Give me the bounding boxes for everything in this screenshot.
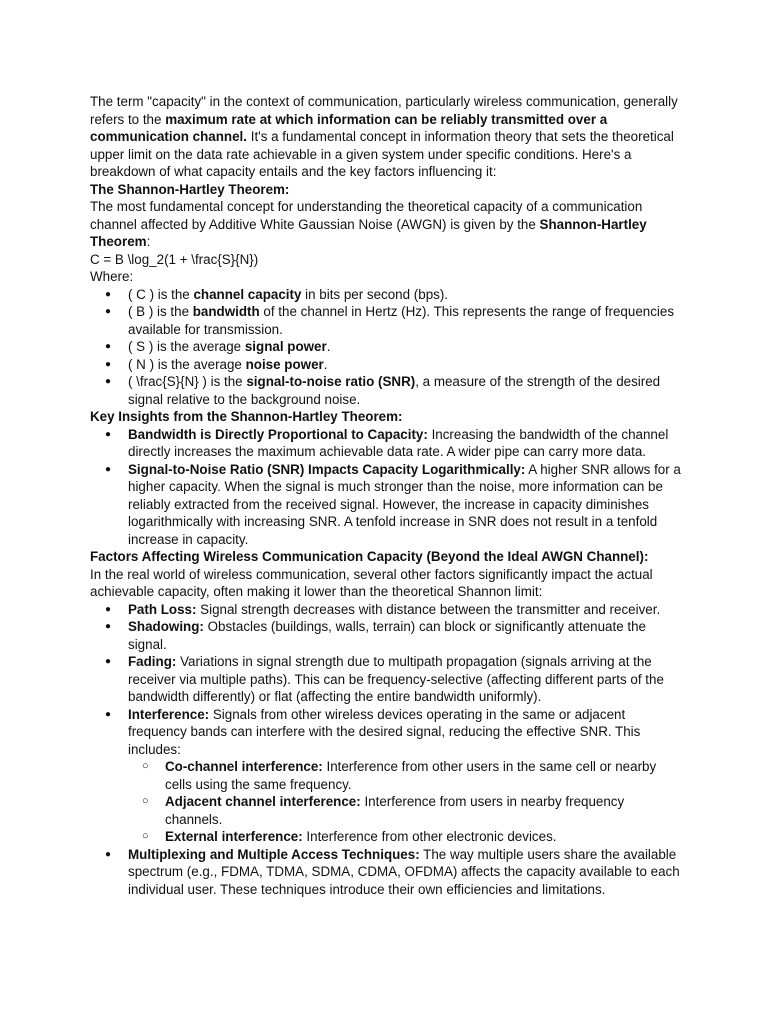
factor-item-text: The way multiple users share the available spectrum (e.g., FDMA, TDMA, SDMA, CDMA, OFDMA) affects the capacity available to each individual user. These techniques introduce their own efficiencies and limitations.: [128, 846, 680, 897]
shannon-heading: [90, 181, 682, 199]
interference-subitem-text: Interference from other users in the same cell or nearby cells using the same frequency.: [165, 759, 657, 792]
factor-item-bold: Shadowing:: [128, 619, 204, 634]
interference-subitem-text: Interference from users in nearby frequency channels.: [165, 794, 625, 827]
insight-item-bold: Bandwidth is Directly Proportional to Capacity:: [128, 426, 428, 442]
shannon-text-end: :: [146, 234, 151, 249]
factor-item-text: Obstacles (buildings, walls, terrain) can block or significantly attenuate the signal.: [128, 619, 646, 652]
shannon-text: The most fundamental concept for understanding the theoretical capacity of a communication channel affected by Additive White Gaussian Noise (AWGN) is given by the: [90, 199, 643, 232]
variable-item-bold: signal power: [244, 339, 327, 354]
intro-bold-text: maximum rate at which information can be reliably transmitted over a communication channel.: [90, 111, 608, 144]
factor-item: [128, 618, 682, 653]
interference-subitem: [165, 793, 682, 828]
factor-item: [128, 846, 682, 899]
factor-item: [128, 706, 682, 846]
factor-item-text: Variations in signal strength due to multipath propagation (signals arriving at the receiver via multiple paths). This can be frequency-selective (affecting different parts of the bandwidth differently) or flat (affecting the entire bandwidth uniformly).: [128, 654, 664, 704]
factors-heading: [90, 548, 682, 566]
variables-list: [90, 286, 682, 409]
insight-item-bold: Signal-to-Noise Ratio (SNR) Impacts Capacity Logarithmically:: [128, 461, 526, 477]
variable-item-bold: channel capacity: [193, 286, 302, 302]
insights-heading-text: Key Insights from the Shannon-Hartley Theorem:: [90, 409, 403, 424]
variable-item-pre: ( \frac{S}{N} ) is the: [128, 374, 247, 389]
insight-item-text: Increasing the bandwidth of the channel directly increases the maximum achievable data rate. A wider pipe can carry more data.: [128, 426, 669, 459]
variable-item: [128, 338, 682, 356]
variable-item-pre: ( B ) is the: [128, 304, 193, 319]
factor-item-text: Signals from other wireless devices operating in the same or adjacent frequency bands can interfere with the desired signal, reducing the effective SNR. This includes:: [128, 706, 641, 757]
factor-item: [128, 653, 682, 706]
variable-item-post: of the channel in Hertz (Hz). This represents the range of frequencies available for transmission.: [128, 304, 675, 337]
interference-subitem-bold: Co-channel interference:: [165, 759, 323, 774]
insight-item: [128, 426, 682, 461]
variable-item-post: in bits per second (bps).: [301, 286, 449, 302]
variable-item-bold: signal-to-noise ratio (SNR): [246, 374, 416, 389]
intro-text: The term "capacity" in the context of communication, particularly wireless communication, generally refers to the: [90, 94, 678, 127]
document-body: [90, 93, 682, 898]
variable-item: [128, 303, 682, 338]
factors-heading-text: Factors Affecting Wireless Communication Capacity (Beyond the Ideal AWGN Channel):: [90, 549, 649, 564]
variable-item: [128, 373, 682, 408]
insights-list: [90, 426, 682, 549]
interference-subitem-bold: Adjacent channel interference:: [165, 794, 361, 809]
variable-item-bold: bandwidth: [192, 304, 260, 319]
variable-item-post: , a measure of the strength of the desired signal relative to the background noise.: [128, 374, 661, 407]
insights-heading: [90, 408, 682, 426]
intro-paragraph: [90, 93, 682, 181]
factor-item: [128, 601, 682, 619]
insight-item-text: A higher SNR allows for a higher capacity. When the signal is much stronger than the noise, more information can be reliably extracted from the received signal. However, the increase in capacity diminishes logarithmically with increasing SNR. A tenfold increase in SNR does not result in a tenfold increase in capacity.: [128, 461, 681, 547]
variable-item-post: .: [326, 339, 331, 354]
shannon-paragraph: [90, 198, 682, 251]
variable-item-pre: ( C ) is the: [128, 286, 194, 302]
factor-item-bold: Path Loss:: [128, 601, 197, 617]
factor-item-bold: Fading:: [128, 654, 177, 669]
factor-item-bold: Interference:: [128, 706, 210, 722]
interference-subitem: [165, 828, 682, 846]
interference-sublist: [128, 758, 682, 846]
shannon-bold-text: Shannon-Hartley Theorem: [90, 216, 647, 249]
variable-item: [128, 286, 682, 304]
factor-item-bold: Multiplexing and Multiple Access Techniques:: [128, 846, 420, 862]
variable-item-pre: ( N ) is the average: [128, 356, 246, 372]
intro-text-continued: It's a fundamental concept in information theory that sets the theoretical upper limit on the data rate achievable in a given system under specific conditions. Here's a breakdown of what capacity entails and the key factors influencing it:: [90, 129, 674, 179]
variable-item-bold: noise power: [245, 356, 324, 372]
where-label: Where:: [90, 269, 134, 284]
interference-subitem-bold: External interference:: [165, 829, 303, 844]
formula-line: C = B \log_2(1 + \frac{S}{N}): [90, 251, 259, 267]
factors-list: [90, 601, 682, 899]
insight-item: [128, 461, 682, 549]
interference-subitem: [165, 758, 682, 793]
interference-subitem-text: Interference from other electronic devices.: [302, 829, 557, 844]
factor-item-text: Signal strength decreases with distance between the transmitter and receiver.: [196, 601, 661, 617]
variable-item-post: .: [323, 356, 328, 372]
variable-item-pre: ( S ) is the average: [128, 339, 245, 354]
variable-item: [128, 356, 682, 374]
factors-intro: In the real world of wireless communication, several other factors significantly impact the actual achievable capacity, often making it lower than the theoretical Shannon limit:: [90, 566, 653, 599]
shannon-heading-text: The Shannon-Hartley Theorem:: [90, 181, 290, 197]
